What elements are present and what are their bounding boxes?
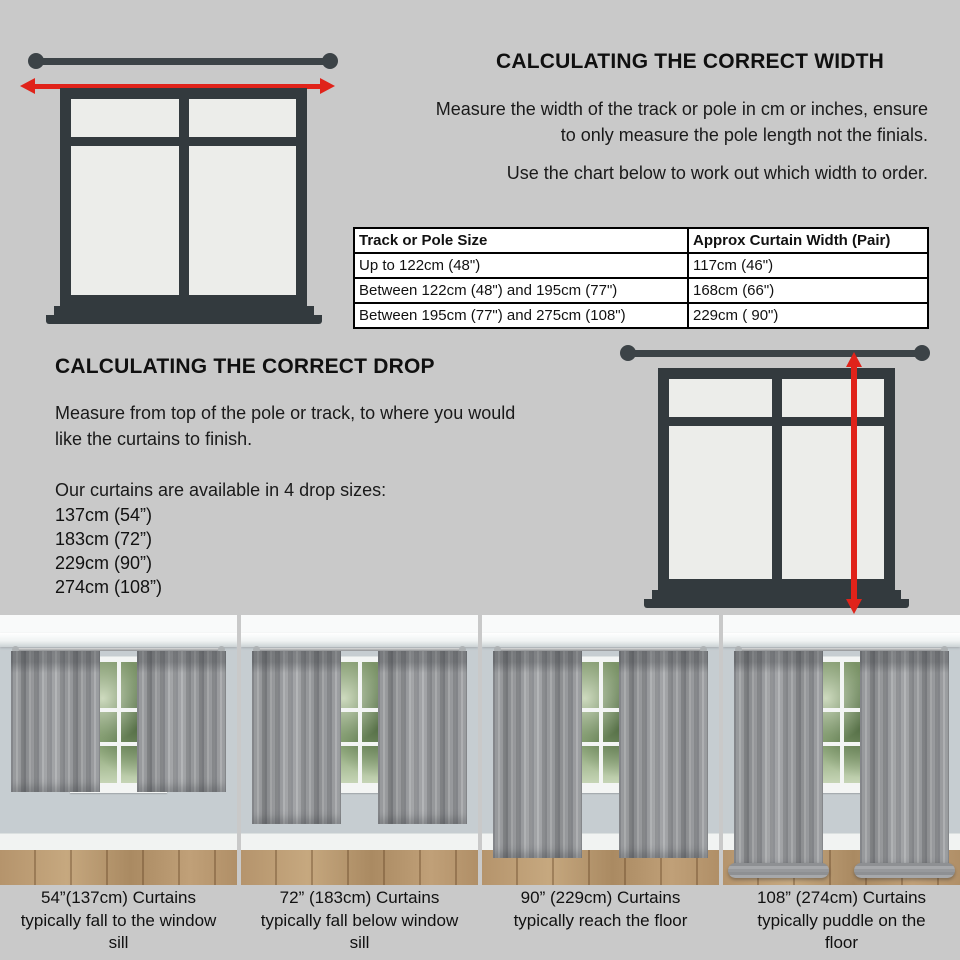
curtain-puddle-right [854, 863, 955, 878]
caption-text: 108” (274cm) Curtains typically puddle on the floor [756, 888, 927, 952]
crown-molding [0, 633, 237, 647]
caption-text: 90” (229cm) Curtains typically reach the floor [513, 888, 688, 930]
cell-pole-size-2: Between 122cm (48") and 195cm (77") [354, 278, 688, 303]
drop-size-183: 183cm (72”) [55, 529, 153, 549]
width-chart-hint: Use the chart below to work out which width to order. [506, 163, 928, 183]
table-row [354, 278, 928, 303]
width-section-heading: CALCULATING THE CORRECT WIDTH [495, 50, 885, 73]
caption-90-inch [482, 887, 719, 932]
drop-size-274: 274cm (108”) [55, 577, 163, 597]
window-sill-base [46, 315, 322, 324]
baseboard [241, 833, 478, 851]
wood-floor [0, 850, 237, 885]
room-photo-drop-137cm [0, 615, 237, 885]
window-mullion [358, 662, 362, 783]
drop-size-137: 137cm (54”) [55, 505, 153, 525]
arrow-shaft [851, 364, 857, 602]
caption-text: 72” (183cm) Curtains typically fall below window sill [260, 888, 459, 952]
window-mullion-vertical [179, 99, 189, 295]
curtain-right [619, 651, 708, 858]
cell-curtain-width-1: 117cm (46") [688, 253, 928, 278]
header-approx-width: Approx Curtain Width (Pair) [688, 228, 928, 253]
curtain-left [11, 651, 100, 792]
window-mullion [840, 662, 844, 783]
drop-instructions-line1: Measure from top of the pole or track, to where you would [55, 403, 516, 423]
drop-instructions-line2: like the curtains to finish. [55, 429, 253, 449]
window-sill [54, 306, 314, 315]
caption-54-inch [0, 887, 237, 955]
curtain-right [137, 651, 226, 792]
window-mullion [599, 662, 603, 783]
width-instructions-line2: to only measure the pole length not the finials. [560, 125, 928, 145]
wood-floor [241, 850, 478, 885]
drop-sizes-list [55, 503, 162, 599]
cell-curtain-width-3: 229cm ( 90") [688, 303, 928, 328]
width-instructions [300, 96, 928, 148]
room-photo-drop-274cm [723, 615, 960, 885]
caption-108-inch [723, 887, 960, 955]
table-row [354, 253, 928, 278]
curtain-width-table [353, 227, 929, 329]
curtain-left [734, 651, 823, 871]
drop-size-229: 229cm (90”) [55, 553, 153, 573]
caption-72-inch [241, 887, 478, 955]
curtain-left [252, 651, 341, 824]
window-mullion-horizontal [71, 137, 296, 146]
table-row [354, 303, 928, 328]
curtain-pole-diagram [36, 58, 330, 65]
window-diagram-width [60, 88, 307, 306]
ceiling [723, 615, 960, 633]
caption-text: 54”(137cm) Curtains typically fall to the window sill [20, 888, 217, 952]
window-sill [652, 590, 901, 599]
curtain-right [378, 651, 467, 824]
ceiling [0, 615, 237, 633]
drop-sizes-intro: Our curtains are available in 4 drop sizes: [55, 480, 387, 500]
room-photo-drop-183cm [241, 615, 478, 885]
crown-molding [723, 633, 960, 647]
cell-curtain-width-2: 168cm (66") [688, 278, 928, 303]
table-header-row [354, 228, 928, 253]
curtain-left [493, 651, 582, 858]
window-mullion [117, 662, 121, 783]
crown-molding [241, 633, 478, 647]
cell-pole-size-1: Up to 122cm (48") [354, 253, 688, 278]
curtain-pole-diagram [628, 350, 922, 357]
curtain-puddle-left [728, 863, 829, 878]
drop-instructions [55, 400, 615, 452]
width-instructions-line1: Measure the width of the track or pole in cm or inches, ensure [435, 99, 928, 119]
curtain-right [860, 651, 949, 871]
baseboard [0, 833, 237, 851]
window-mullion-vertical [772, 379, 782, 579]
cell-pole-size-3: Between 195cm (77") and 275cm (108") [354, 303, 688, 328]
ceiling [482, 615, 719, 633]
drop-measure-arrow [846, 352, 862, 614]
drop-section-heading: CALCULATING THE CORRECT DROP [55, 355, 435, 378]
crown-molding [482, 633, 719, 647]
ceiling [241, 615, 478, 633]
window-sill-base [644, 599, 909, 608]
header-track-pole-size: Track or Pole Size [354, 228, 688, 253]
room-photo-drop-229cm [482, 615, 719, 885]
